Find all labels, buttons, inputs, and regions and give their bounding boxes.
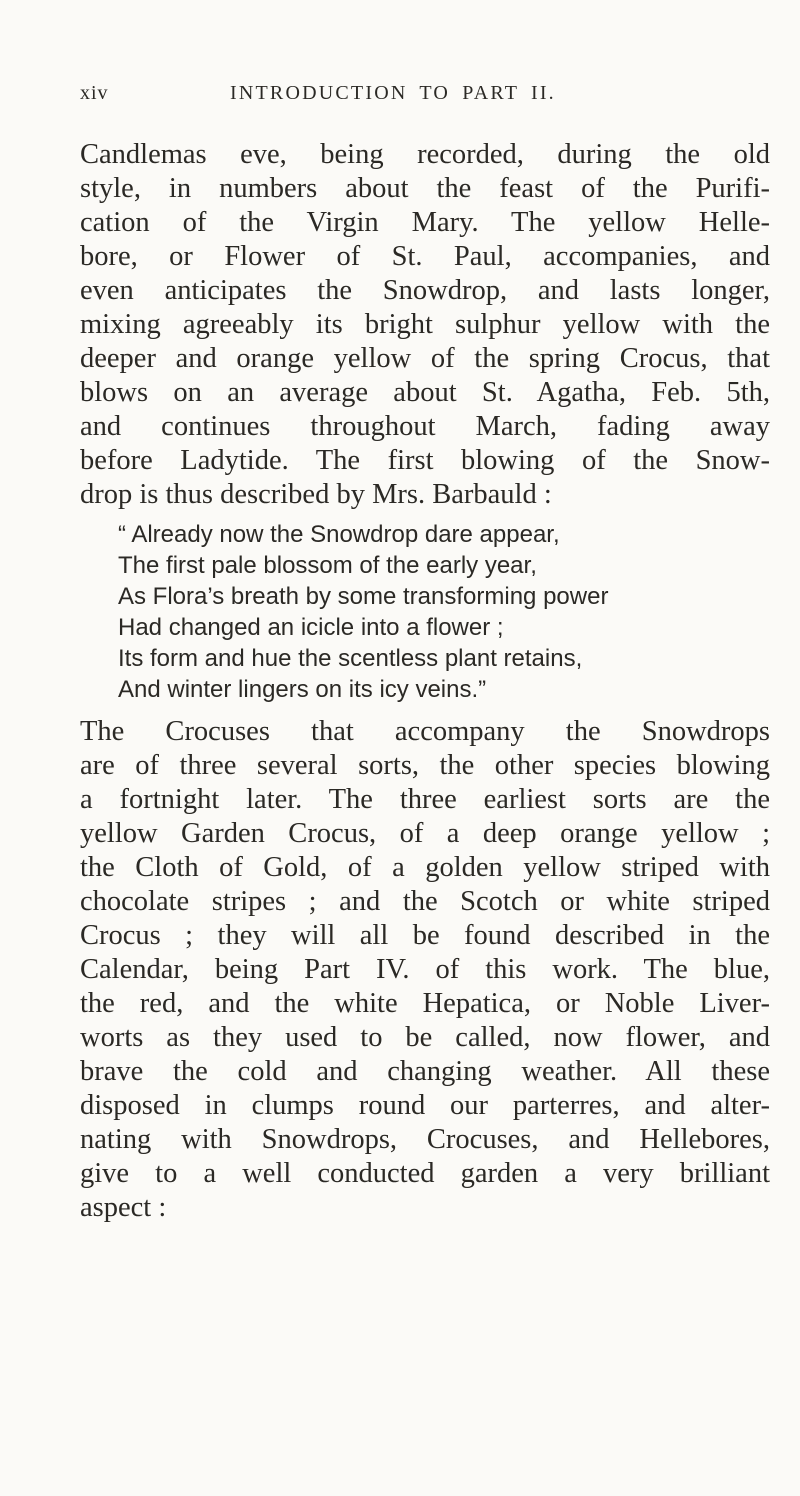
verse-line: “ Already now the Snowdrop dare appear,: [118, 521, 560, 548]
text-line: give to a well conducted garden a very brilliant: [80, 1158, 770, 1189]
text-line: Crocus ; they will all be found described in the: [80, 920, 770, 951]
text-line: drop is thus described by Mrs. Barbauld :: [80, 479, 552, 510]
verse-line: And winter lingers on its icy veins.”: [118, 676, 487, 703]
text-line: and continues throughout March, fading away: [80, 411, 770, 442]
text-line: are of three several sorts, the other species blowing: [80, 750, 770, 781]
text-line: worts as they used to be called, now flower, and: [80, 1022, 770, 1053]
page-number: xiv: [80, 82, 109, 104]
verse-line: As Flora’s breath by some transforming power: [118, 583, 609, 610]
text-line: The Crocuses that accompany the Snowdrops: [80, 716, 770, 747]
running-head: [80, 82, 770, 112]
text-line: chocolate stripes ; and the Scotch or white striped: [80, 886, 770, 917]
text-line: aspect :: [80, 1192, 167, 1223]
text-line: the red, and the white Hepatica, or Noble Liver-: [80, 988, 770, 1019]
text-line: cation of the Virgin Mary. The yellow Helle-: [80, 207, 770, 238]
text-line: style, in numbers about the feast of the Purifi-: [80, 173, 770, 204]
text-line: disposed in clumps round our parterres, and alter-: [80, 1090, 770, 1121]
text-line: bore, or Flower of St. Paul, accompanies, and: [80, 241, 770, 272]
text-line: mixing agreeably its bright sulphur yellow with the: [80, 309, 770, 340]
verse-line: Had changed an icicle into a flower ;: [118, 614, 504, 641]
text-line: the Cloth of Gold, of a golden yellow striped with: [80, 852, 770, 883]
text-line: nating with Snowdrops, Crocuses, and Hellebores,: [80, 1124, 770, 1155]
text-line: a fortnight later. The three earliest sorts are the: [80, 784, 770, 815]
text-line: before Ladytide. The first blowing of the Snow-: [80, 445, 770, 476]
running-title: INTRODUCTION TO PART II.: [230, 82, 556, 104]
text-line: blows on an average about St. Agatha, Feb. 5th,: [80, 377, 770, 408]
verse-line: The first pale blossom of the early year,: [118, 552, 537, 579]
verse-line: Its form and hue the scentless plant retains,: [118, 645, 583, 672]
text-line: yellow Garden Crocus, of a deep orange yellow ;: [80, 818, 770, 849]
text-line: brave the cold and changing weather. All these: [80, 1056, 770, 1087]
text-line: Calendar, being Part IV. of this work. The blue,: [80, 954, 770, 985]
text-line: even anticipates the Snowdrop, and lasts longer,: [80, 275, 770, 306]
text-line: deeper and orange yellow of the spring Crocus, that: [80, 343, 770, 374]
text-line: Candlemas eve, being recorded, during the old: [80, 139, 770, 170]
